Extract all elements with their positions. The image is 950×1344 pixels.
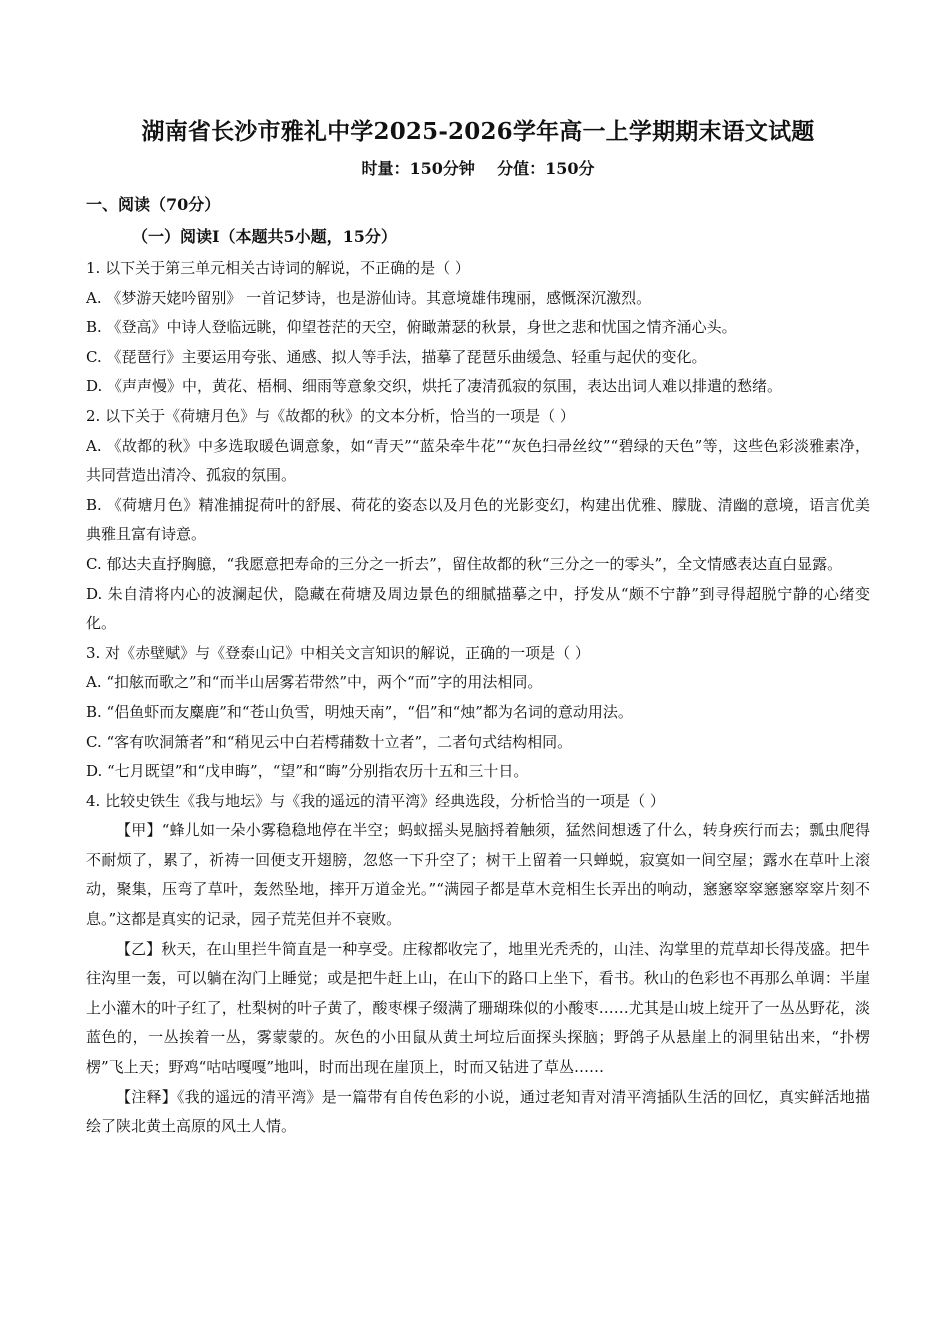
question-2-option-c: C. 郁达夫直抒胸臆，“我愿意把寿命的三分之一折去”，留住故都的秋“三分之一的零头”，全文情感表达直白显露。 [86,554,843,573]
question-3-option-d: D. “七月既望”和“戊申晦”，“望”和“晦”分别指农历十五和三十日。 [86,762,529,781]
question-1-option-b: B. 《登高》中诗人登临远眺，仰望苍茫的天空，俯瞰萧瑟的秋景，身世之悲和忧国之情齐涌心头。 [86,318,737,337]
subsection-title: （一）阅读Ⅰ（本题共5小题，15分） [132,227,397,246]
passage-jia: 【甲】“蜂儿如一朵小雾稳稳地停在半空；蚂蚁摇头晃脑捋着触须，猛然间想透了什么，转身疾行而去；瓢虫爬得不耐烦了，累了，祈祷一回便支开翅膀，忽悠一下升空了；树干上留着一只蝉蜕，寂寞如一间空屋；露水在草叶上滚动，聚集，压弯了草叶，轰然坠地，摔开万道金光。”“满园子都是草木竞相生长弄出的响动，窸窸窣窣窸窸窣窣片刻不息。”这都是真实的记录，园子荒芜但并不衰败。 [86,821,870,929]
exam-title: 湖南省长沙市雅礼中学2025-2026学年高一上学期期末语文试题 [141,118,815,145]
question-2-option-a: A. 《故都的秋》中多选取暖色调意象，如“青天”“蓝朵牵牛花”“灰色扫帚丝纹”“碧绿的天色”等，这些色彩淡雅素净，共同营造出清冷、孤寂的氛围。 [86,436,870,485]
passage-yi: 【乙】秋天，在山里拦牛简直是一种享受。庄稼都收完了，地里光秃秃的，山洼、沟掌里的荒草却长得茂盛。把牛往沟里一轰，可以躺在沟门上睡觉；或是把牛赶上山，在山下的路口上坐下，看书。秋山的色彩也不再那么单调：半崖上小灌木的叶子红了，杜梨树的叶子黄了，酸枣棵子缀满了珊瑚珠似的小酸枣……尤其是山坡上绽开了一丛丛野花，淡蓝色的，一丛挨着一丛，雾蒙蒙的。灰色的小田鼠从黄土坷垃后面探头探脑；野鸽子从悬崖上的洞里钻出来，“扑楞楞”飞上天；野鸡“咕咕嘎嘎”地叫，时而出现在崖顶上，时而又钻进了草丛…… [86,939,870,1077]
question-4-stem: 4. 比较史铁生《我与地坛》与《我的遥远的清平湾》经典选段，分析恰当的一项是（ ） [86,791,665,810]
question-2-option-d: D. 朱自清将内心的波澜起伏，隐藏在荷塘及周边景色的细腻描摹之中，抒发从“颇不宁静”到寻得超脱宁静的心绪变化。 [86,584,870,633]
question-1-stem: 1. 以下关于第三单元相关古诗词的解说，不正确的是（ ） [86,259,470,277]
section-title: 一、阅读（70分） [86,195,221,214]
question-3-stem: 3. 对《赤壁赋》与《登泰山记》中相关文言知识的解说，正确的一项是（ ） [86,643,590,662]
passage-note: 【注释】《我的遥远的清平湾》是一篇带有自传色彩的小说，通过老知青对清平湾插队生活的回忆，真实鲜活地描绘了陕北黄土高原的风土人情。 [86,1087,870,1136]
exam-time-and-score: 时量：150分钟 分值：150分 [361,159,595,178]
question-3-option-a: A. “扣舷而歌之”和“而半山居雾若带然”中，两个“而”字的用法相同。 [86,673,543,692]
question-1-option-d: D. 《声声慢》中，黄花、梧桐、细雨等意象交织，烘托了凄清孤寂的氛围，表达出词人难以排遣的愁绪。 [86,377,783,396]
question-2-option-b: B. 《荷塘月色》精准捕捉荷叶的舒展、荷花的姿态以及月色的光影变幻，构建出优雅、朦胧、清幽的意境，语言优美典雅且富有诗意。 [86,495,870,544]
question-3-option-b: B. “侣鱼虾而友麋鹿”和“苍山负雪，明烛天南”，“侣”和“烛”都为名词的意动用法。 [86,702,633,721]
question-2-stem: 2. 以下关于《荷塘月色》与《故都的秋》的文本分析，恰当的一项是（ ） [86,406,575,425]
question-1-option-c: C. 《琵琶行》主要运用夸张、通感、拟人等手法，描摹了琵琶乐曲缓急、轻重与起伏的变化。 [86,347,707,366]
question-3-option-c: C. “客有吹洞箫者”和“稍见云中白若樗蒱数十立者”，二者句式结构相同。 [86,732,573,751]
question-1-option-a: A. 《梦游天姥吟留别》 一首记梦诗，也是游仙诗。其意境雄伟瑰丽，感慨深沉激烈。 [86,288,652,307]
